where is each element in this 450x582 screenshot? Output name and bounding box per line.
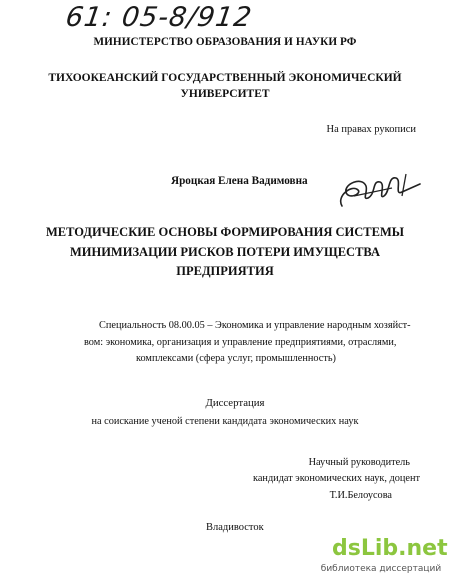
dslib-watermark[interactable] bbox=[318, 536, 448, 580]
handwritten-signature bbox=[332, 166, 424, 214]
university-name-line1: ТИХООКЕАНСКИЙ ГОСУДАРСТВЕННЫЙ ЭКОНОМИЧЕСКИЙ bbox=[48, 72, 402, 84]
dissertation-title-line1: МЕТОДИЧЕСКИЕ ОСНОВЫ ФОРМИРОВАНИЯ СИСТЕМЫ bbox=[45, 225, 405, 239]
specialty-line3: комплексами (сфера услуг, промышленность) bbox=[136, 353, 336, 364]
dslib-subtitle: библиотека диссертаций bbox=[320, 564, 442, 574]
dissertation-title-line3: ПРЕДПРИЯТИЯ bbox=[176, 264, 274, 278]
degree-sought: на соискание ученой степени кандидата экономических наук bbox=[91, 416, 359, 427]
dissertation-label: Диссертация bbox=[205, 397, 265, 409]
specialty-line2: вом: экономика, организация и управление предприятиями, отраслями, bbox=[84, 337, 397, 348]
supervisor-degree: кандидат экономических наук, доцент bbox=[253, 473, 420, 484]
dissertation-title-line2: МИНИМИЗАЦИИ РИСКОВ ПОТЕРИ ИМУЩЕСТВА bbox=[69, 245, 381, 259]
ministry-heading: МИНИСТЕРСТВО ОБРАЗОВАНИЯ И НАУКИ РФ bbox=[93, 36, 357, 48]
archive-stamp-number: 61: 05-8/912 bbox=[63, 2, 255, 33]
dslib-logo: dsLib.net bbox=[332, 536, 448, 561]
university-name-line2: УНИВЕРСИТЕТ bbox=[180, 88, 270, 100]
city-year: Владивосток bbox=[206, 522, 264, 533]
supervisor-name: Т.И.Белоусова bbox=[329, 490, 392, 501]
rights-note: На правах рукописи bbox=[326, 124, 416, 135]
author-name: Яроцкая Елена Вадимовна bbox=[171, 175, 308, 187]
specialty-line1: Специальность 08.00.05 – Экономика и управление народным хозяйст- bbox=[99, 320, 411, 331]
supervisor-label: Научный руководитель bbox=[308, 457, 410, 468]
